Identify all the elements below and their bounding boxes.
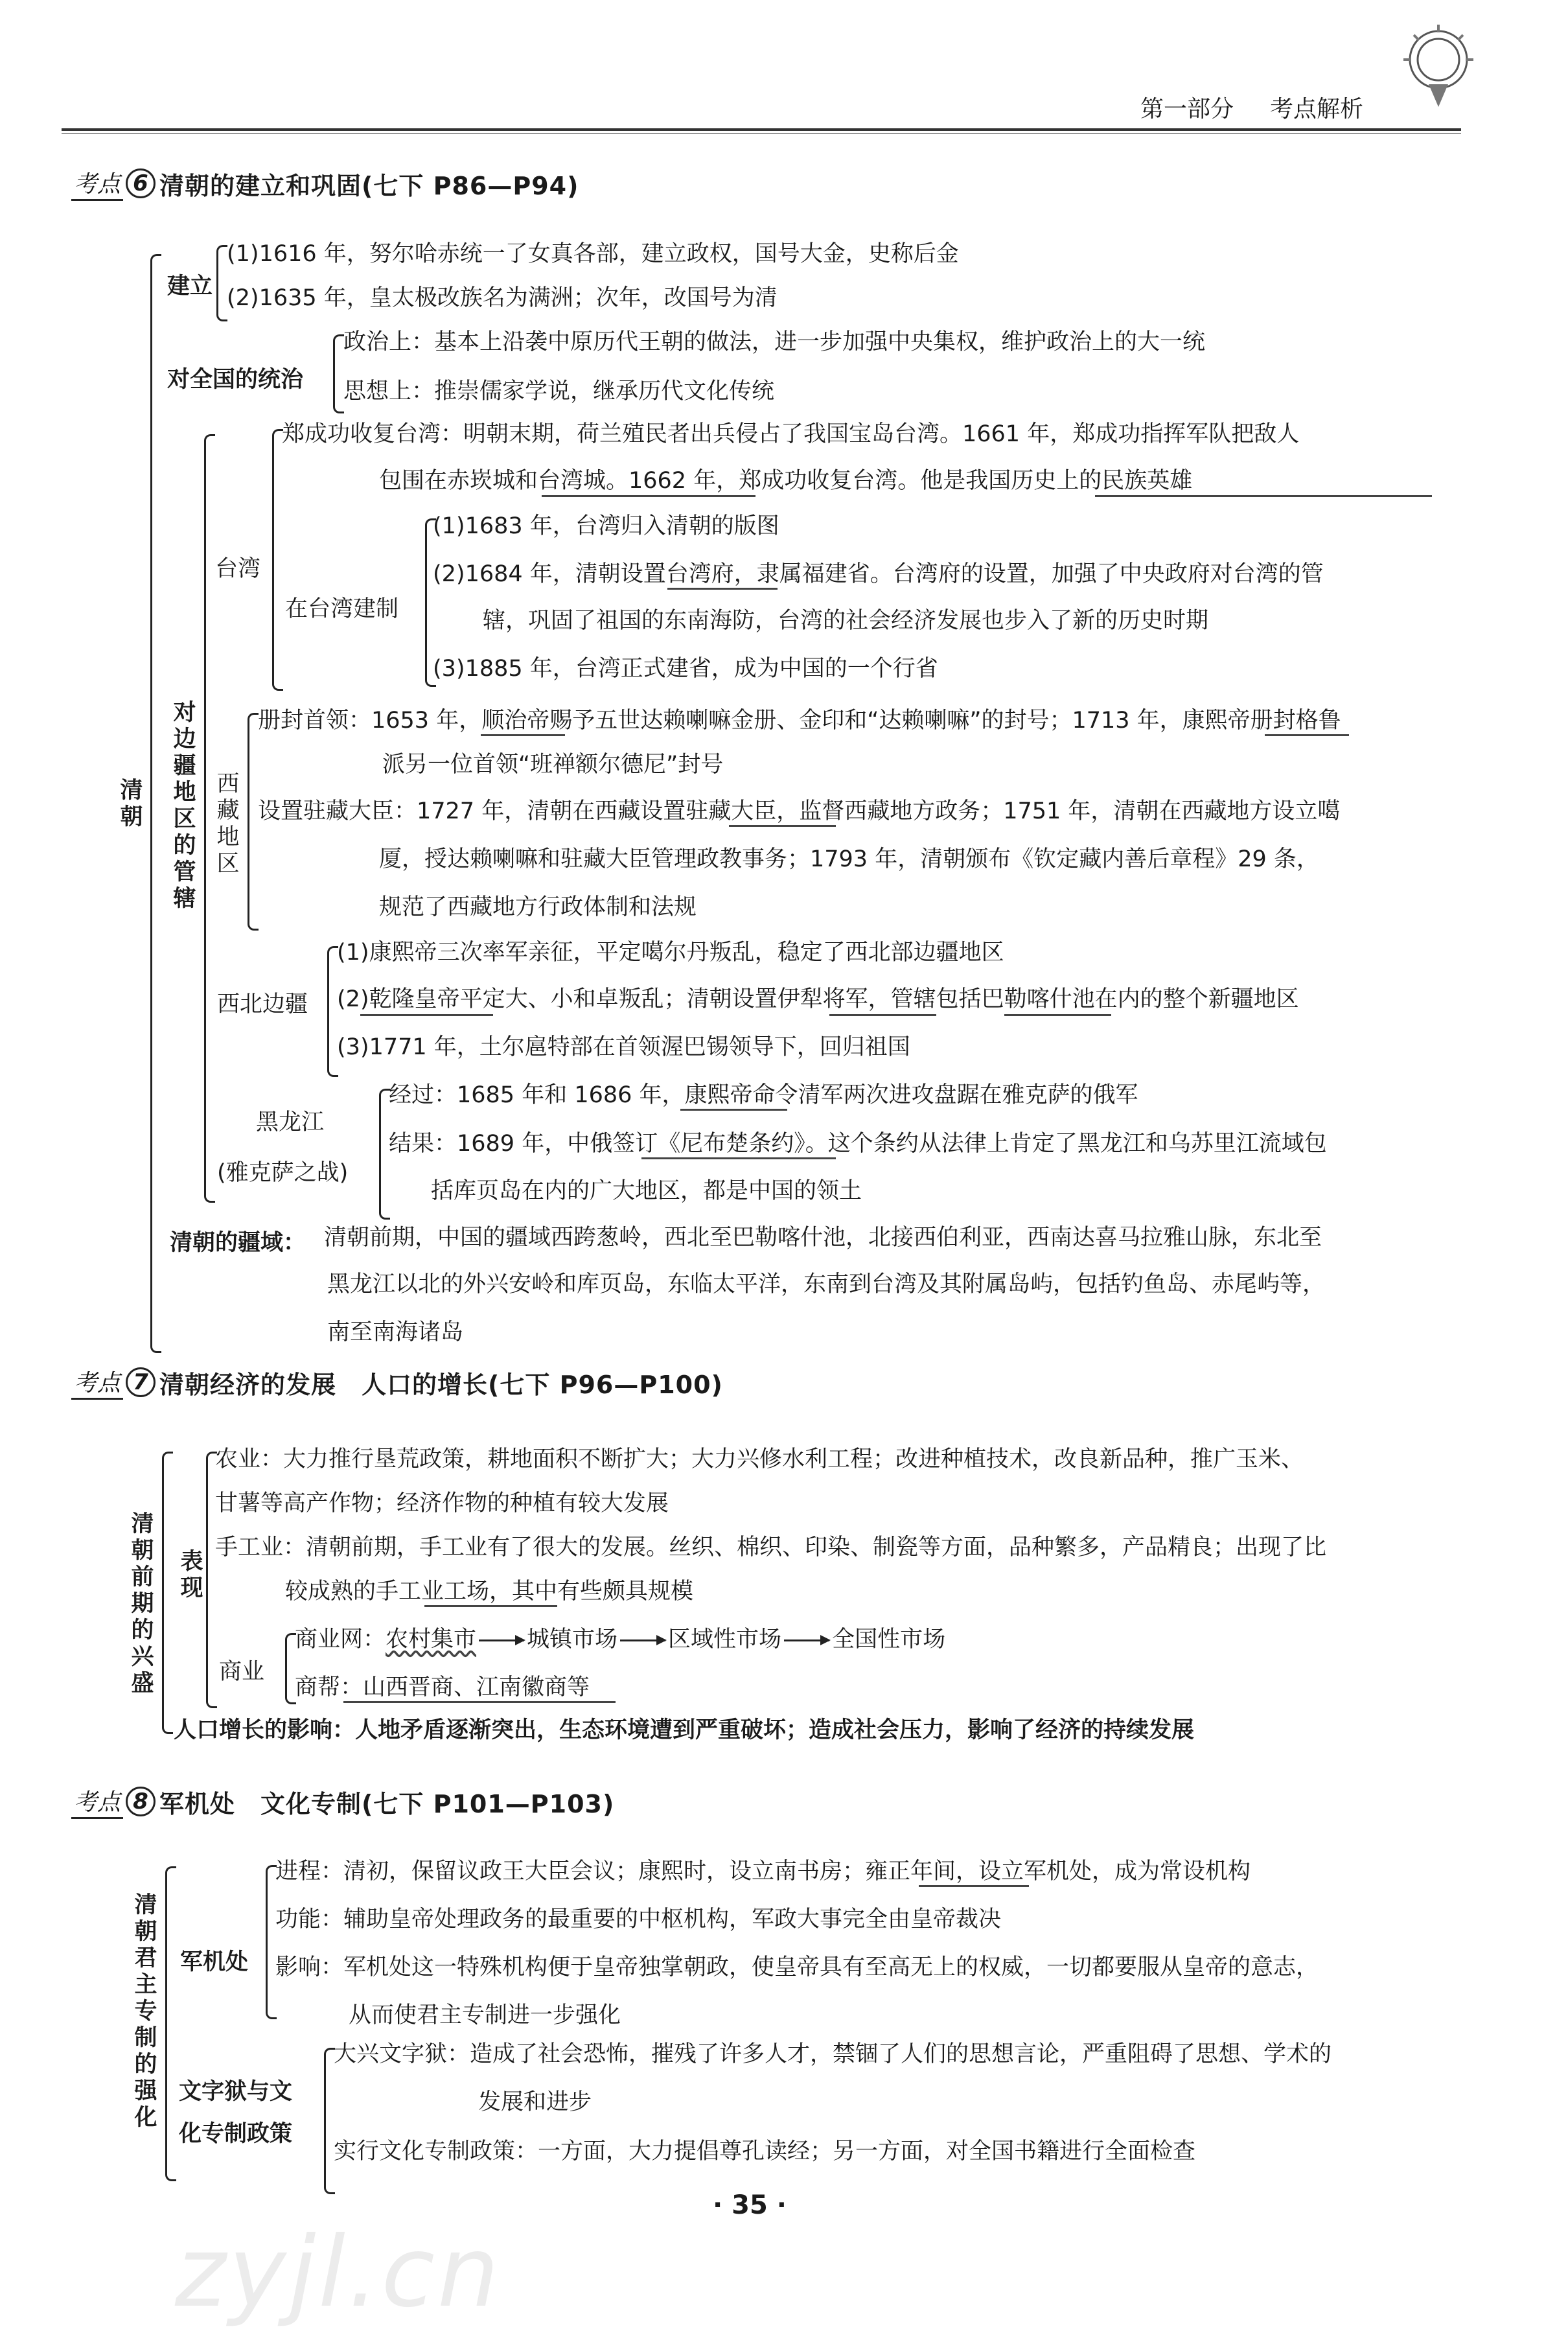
tongzhi-line2: 思想上：推崇儒家学说，继承历代文化传统 — [343, 378, 775, 404]
underline — [1004, 1014, 1111, 1016]
heilongjiang-jieguo-1: 结果：1689 年，中俄签订《尼布楚条约》。这个条约从法律上肯定了黑龙江和乌苏里江流域包 — [389, 1131, 1327, 1157]
section-title: 军机处 文化专制(七下 P101—P103) — [159, 1789, 615, 1818]
biaoxian-label: 表现 — [180, 1549, 203, 1601]
wenziyu-label-2: 化专制政策 — [179, 2121, 293, 2147]
brace — [216, 245, 227, 321]
xibei-line1: (1)康熙帝三次率军亲征，平定噶尔丹叛乱，稳定了西北部边疆地区 — [337, 940, 1004, 966]
nongye-line2: 甘薯等高产作物；经济作物的种植有较大发展 — [215, 1490, 669, 1516]
kao-dian-label: 考点 — [71, 166, 123, 201]
header-section: 考点解析 — [1270, 96, 1364, 122]
market-town: 城镇市场 — [527, 1627, 618, 1652]
section-number: 6 — [126, 168, 156, 198]
xibei-label: 西北边疆 — [217, 991, 308, 1017]
underline — [919, 1884, 1029, 1887]
page-number: · 35 · — [713, 2190, 787, 2220]
arrow-icon — [479, 1640, 524, 1641]
shangye-label: 商业 — [219, 1659, 265, 1685]
root-xingsheng: 清朝前期的兴盛 — [131, 1511, 154, 1697]
xizang-zhuzang-2: 厦，授达赖喇嘛和驻藏大臣管理政教事务；1793 年，清朝颁布《钦定藏内善后章程》29 条， — [379, 846, 1319, 872]
underline — [667, 587, 778, 590]
underline — [729, 824, 836, 827]
xizang-label: 西藏地区 — [216, 771, 240, 877]
xizang-zhuzang-3: 规范了西藏地方行政体制和法规 — [379, 894, 697, 920]
heilongjiang-jingguo: 经过：1685 年和 1686 年，康熙帝命令清军两次进攻盘踞在雅克萨的俄军 — [389, 1082, 1138, 1108]
wenhua-zhuanzhi: 实行文化专制政策：一方面，大力提倡尊孔读经；另一方面，对全国书籍进行全面检查 — [334, 2138, 1196, 2164]
header-part: 第一部分 — [1140, 96, 1234, 122]
bianjiang-label: 对边疆地区的管辖 — [173, 700, 196, 912]
zhengchenggong-line2: 包围在赤崁城和台湾城。1662 年，郑成功收复台湾。他是我国历史上的民族英雄 — [379, 468, 1193, 494]
arrow-icon — [784, 1640, 829, 1641]
junjichu-yingxiang-2: 从而使君主专制进一步强化 — [349, 2002, 621, 2028]
jiangyu-line1: 清朝前期，中国的疆域西跨葱岭，西北至巴勒喀什池，北接西伯利亚，西南达喜马拉雅山脉，东北至 — [324, 1225, 1322, 1251]
jianli-label: 建立 — [167, 273, 213, 299]
header-medal-icon — [1393, 19, 1484, 110]
taiwan-label: 台湾 — [215, 556, 261, 582]
brace — [324, 2048, 335, 2194]
dxwzy-line1: 大兴文字狱：造成了社会恐怖，摧残了许多人才，禁锢了人们的思想言论，严重阻碍了思想、学术的 — [334, 2041, 1332, 2067]
root-junzhu: 清朝君主专制的强化 — [134, 1892, 157, 2131]
heilongjiang-label: 黑龙江 — [256, 1109, 325, 1135]
xizang-cefeng-1: 册封首领：1653 年，顺治帝赐予五世达赖喇嘛金册、金印和“达赖喇嘛”的封号；1713 年，康熙帝册封格鲁 — [258, 708, 1341, 734]
junjichu-yingxiang-1: 影响：军机处这一特殊机构便于皇帝独掌朝政，使皇帝具有至高无上的权威，一切都要服从皇帝的意志， — [275, 1954, 1319, 1980]
underline — [424, 1605, 557, 1607]
xibei-line3: (3)1771 年，土尔扈特部在首领渥巴锡领导下，回归祖国 — [337, 1034, 910, 1060]
jianli-line2: (2)1635 年，皇太极改族名为满洲；次年，改国号为清 — [227, 285, 778, 311]
section-number: 7 — [126, 1367, 156, 1397]
renkou-text: 人口增长的影响：人地矛盾逐渐突出，生态环境遭到严重破坏；造成社会压力，影响了经济的持续发展 — [174, 1717, 1195, 1743]
kao-dian-label: 考点 — [71, 1365, 123, 1400]
heilongjiang-jieguo-2: 括库页岛在内的广大地区，都是中国的领土 — [431, 1178, 862, 1204]
tongzhi-line1: 政治上：基本上沿袭中原历代王朝的做法，进一步加强中央集权，维护政治上的大一统 — [343, 329, 1206, 355]
brace — [272, 429, 283, 691]
brace — [165, 1866, 176, 2181]
watermark: zyjl.cn — [175, 2216, 502, 2329]
brace — [162, 1452, 173, 1734]
underline — [1265, 734, 1349, 736]
shougongye-line2: 较成熟的手工业工场，其中有些颇具规模 — [285, 1579, 694, 1605]
renkou-line — [174, 1717, 1194, 1743]
market-national: 全国性市场 — [832, 1627, 946, 1652]
market-regional: 区域性市场 — [668, 1627, 782, 1652]
header-rule — [62, 128, 1461, 131]
underline — [829, 1014, 936, 1016]
zhengchenggong-line1: 郑成功收复台湾：明朝末期，荷兰殖民者出兵侵占了我国宝岛台湾。1661 年，郑成功指挥军队把敌人 — [282, 421, 1300, 447]
jiangyu-label: 清朝的疆域： — [170, 1230, 306, 1256]
underline — [680, 1108, 787, 1111]
section-7-heading — [71, 1366, 723, 1398]
kao-dian-label: 考点 — [71, 1784, 123, 1819]
underline — [1095, 494, 1432, 497]
taiwan-jianzhi-1: (1)1683 年，台湾归入清朝的版图 — [433, 513, 779, 539]
section-8-heading — [71, 1785, 614, 1818]
brace — [266, 1865, 277, 2019]
taiwan-jianzhi-label: 在台湾建制 — [285, 596, 399, 622]
shougongye-line1: 手工业：清朝前期，手工业有了很大的发展。丝织、棉织、印染、制瓷等方面，品种繁多，产品精良；出现了比 — [215, 1535, 1327, 1560]
dxwzy-line2: 发展和进步 — [478, 2089, 592, 2115]
taiwan-jianzhi-3: (3)1885 年，台湾正式建省，成为中国的一个行省 — [433, 656, 938, 682]
jiangyu-line3: 南至南海诸岛 — [327, 1319, 464, 1345]
taiwan-jianzhi-2b: 辖，巩固了祖国的东南海防，台湾的社会经济发展也步入了新的历史时期 — [483, 608, 1209, 634]
nongye-line1: 农业：大力推行垦荒政策，耕地面积不断扩大；大力兴修水利工程；改进种植技术，改良新品种，推广玉米、 — [215, 1446, 1304, 1472]
xizang-zhuzang-1: 设置驻藏大臣：1727 年，清朝在西藏设置驻藏大臣，监督西藏地方政务；1751 年，清朝在西藏地方设立噶 — [258, 798, 1341, 824]
underline — [481, 734, 565, 736]
underline — [641, 1157, 836, 1159]
junjichu-gongneng: 功能：辅助皇帝处理政务的最重要的中枢机构，军政大事完全由皇帝裁决 — [275, 1906, 1002, 1932]
yakesa-label: (雅克萨之战) — [217, 1160, 349, 1186]
xibei-line2: (2)乾隆皇帝平定大、小和卓叛乱；清朝设置伊犁将军，管辖包括巴勒喀什池在内的整个新疆地区 — [337, 986, 1299, 1012]
brace — [150, 254, 161, 1353]
shangbang-line: 商帮：山西晋商、江南徽商等 — [295, 1674, 590, 1700]
market-rural: 农村集市 — [386, 1627, 477, 1652]
arrow-icon — [620, 1640, 665, 1641]
wenziyu-label-1: 文字狱与文 — [179, 2079, 293, 2105]
underline — [542, 494, 755, 497]
brace — [248, 713, 259, 931]
shangyewang-label: 商业网： — [295, 1627, 386, 1652]
section-6-heading — [71, 167, 579, 200]
section-title: 清朝经济的发展 人口的增长(七下 P96—P100) — [159, 1370, 723, 1399]
underline — [343, 1700, 616, 1703]
brace — [333, 334, 344, 413]
xizang-cefeng-2: 派另一位首领“班禅额尔德尼”封号 — [382, 752, 724, 778]
taiwan-jianzhi-2a: (2)1684 年，清朝设置台湾府，隶属福建省。台湾府的设置，加强了中央政府对台湾的管 — [433, 561, 1324, 587]
tongzhi-label: 对全国的统治 — [167, 367, 304, 393]
brace — [204, 434, 215, 1203]
section-number: 8 — [126, 1787, 156, 1816]
root-qing: 清朝 — [120, 778, 143, 830]
header-rule-thin — [62, 133, 1461, 134]
junjichu-label: 军机处 — [180, 1949, 249, 1975]
shangyewang-row — [295, 1627, 945, 1652]
section-title: 清朝的建立和巩固(七下 P86—P94) — [159, 171, 579, 200]
jianli-line1: (1)1616 年，努尔哈赤统一了女真各部，建立政权，国号大金，史称后金 — [227, 241, 959, 267]
jiangyu-line2: 黑龙江以北的外兴安岭和库页岛，东临太平洋，东南到台湾及其附属岛屿，包括钓鱼岛、赤尾屿等， — [327, 1271, 1326, 1297]
underline — [360, 1014, 493, 1016]
junjichu-jincheng: 进程：清初，保留议政王大臣会议；康熙时，设立南书房；雍正年间，设立军机处，成为常设机构 — [275, 1859, 1251, 1884]
